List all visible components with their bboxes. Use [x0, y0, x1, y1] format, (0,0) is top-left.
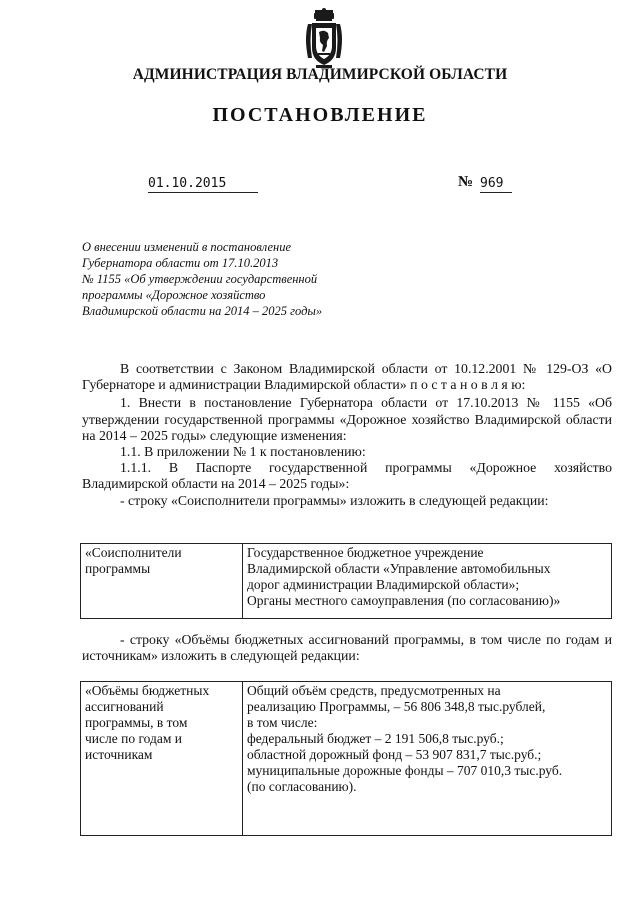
table-line: Общий объём средств, предусмотренных на — [247, 683, 501, 698]
subject-line: № 1155 «Об утверждении государственной — [82, 272, 318, 286]
table-label-cell — [81, 682, 243, 836]
table-label-line: ассигнований — [85, 699, 164, 714]
subject-line: Владимирской области на 2014 – 2025 годы» — [82, 304, 323, 318]
table-row — [81, 544, 612, 619]
table-label-line: источникам — [85, 747, 153, 762]
body-paragraph: 1. Внести в постановление Губернатора области от 17.10.2013 № 1155 «Об утверждении государственной программы «Дорожное хозяйство Владимирской области на 2014 – 2025 годы» следующие изменения: — [82, 395, 612, 443]
table-label-line: «Объёмы бюджетных — [85, 683, 210, 698]
table-label-line: программы, в том — [85, 715, 188, 730]
body-paragraph: - строку «Соисполнители программы» изложить в следующей редакции: — [120, 492, 549, 508]
table-line: федеральный бюджет – 2 191 506,8 тыс.руб.; — [247, 731, 504, 746]
number-sign: № — [458, 174, 474, 190]
document-body-continued — [82, 632, 612, 664]
table-line: дорог администрации Владимирской области»; — [247, 577, 520, 592]
budget-allocations-table — [80, 681, 612, 836]
co-executors-table — [80, 543, 612, 619]
document-number: 969 — [480, 176, 512, 193]
document-subject — [82, 239, 382, 319]
document-body — [82, 361, 612, 509]
body-paragraph: В соответствии с Законом Владимирской области от 10.12.2001 № 129-ОЗ «О Губернаторе и администрации Владимирской области» п о с т а н о в л я ю: — [82, 361, 612, 393]
table-label-cell: «Соисполнители программы — [81, 544, 243, 619]
table-line: Государственное бюджетное учреждение — [247, 545, 484, 560]
subject-line: программы «Дорожное хозяйство — [82, 288, 266, 302]
table-line: Владимирской области «Управление автомобильных — [247, 561, 551, 576]
table-line: областной дорожный фонд – 53 907 831,7 тыс.руб.; — [247, 747, 542, 762]
table-line: (по согласованию). — [247, 779, 357, 794]
document-date: 01.10.2015 — [148, 176, 258, 193]
body-paragraph: 1.1. В приложении № 1 к постановлению: — [120, 444, 366, 460]
body-paragraph: 1.1.1. В Паспорте государственной программы «Дорожное хозяйство Владимирской области на 2014 – 2025 годы»: — [82, 460, 612, 492]
subject-line: О внесении изменений в постановление — [82, 240, 292, 254]
table-row — [81, 682, 612, 836]
table-line: в том числе: — [247, 715, 318, 730]
table-line: муниципальные дорожные фонды – 707 010,3 тыс.руб. — [247, 763, 563, 778]
document-type-title: ПОСТАНОВЛЕНИЕ — [212, 104, 428, 126]
table-label-line: числе по годам и — [85, 731, 183, 746]
table-line: реализацию Программы, – 56 806 348,8 тыс.рублей, — [247, 699, 546, 714]
table-value-cell — [243, 544, 612, 619]
table-value-cell — [243, 682, 612, 836]
subject-line: Губернатора области от 17.10.2013 — [82, 256, 279, 270]
table-line: Органы местного самоуправления (по согласованию)» — [247, 593, 561, 608]
organization-title: АДМИНИСТРАЦИЯ ВЛАДИМИРСКОЙ ОБЛАСТИ — [132, 65, 508, 84]
body-paragraph: - строку «Объёмы бюджетных ассигнований программы, в том числе по годам и источникам» изложить в следующей редакции: — [82, 632, 612, 664]
coat-of-arms-emblem — [302, 8, 346, 70]
